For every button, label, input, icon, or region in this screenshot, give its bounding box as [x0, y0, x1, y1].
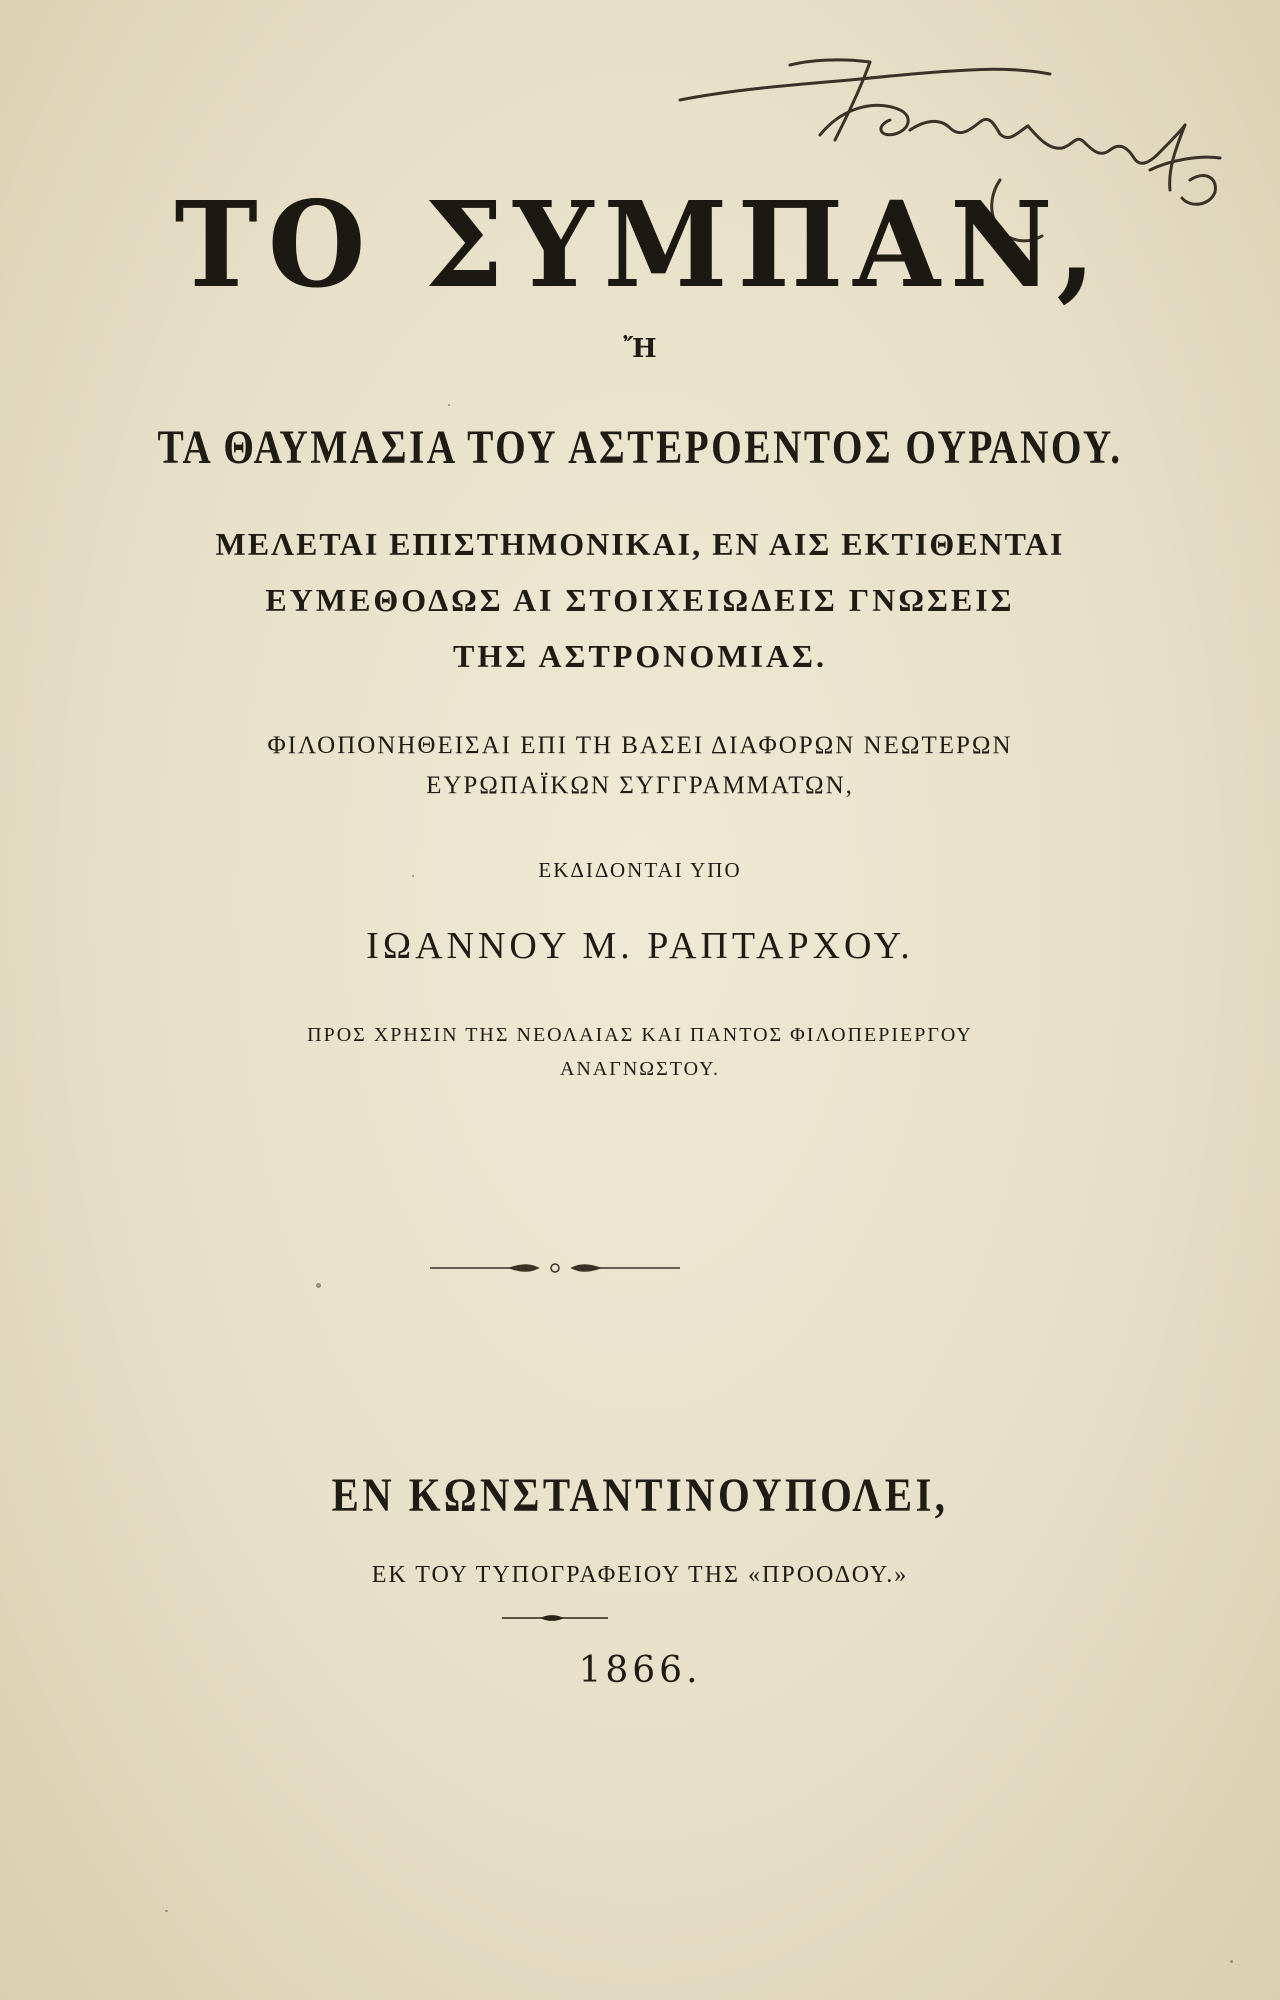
paper-speck: [165, 1910, 168, 1912]
description-line-2: ΕΥΜΕΘΟΔΩΣ ΑΙ ΣΤΟΙΧΕΙΩΔΕΙΣ ΓΝΩΣΕΙΣ: [265, 582, 1015, 618]
book-title-text: ΤΟ ΣΥΜΠΑΝ: [174, 176, 1063, 315]
compilation-line-2: ΕΥΡΩΠΑΪΚΩΝ ΣΥΓΓΡΑΜΜΑΤΩΝ,: [426, 772, 854, 799]
paper-speck: [448, 404, 450, 406]
compilation-line-1: ΦΙΛΟΠΟΝΗΘΕΙΣΑΙ ΕΠΙ ΤΗ ΒΑΣΕΙ ΔΙΑΦΟΡΩΝ ΝΕΩΤΕΡΩΝ: [267, 732, 1013, 759]
author-name: ΙΩΑΝΝΟΥ Μ. ΡΑΠΤΑΡΧΟΥ.: [366, 925, 914, 967]
book-title-comma: ,: [1056, 176, 1106, 315]
imprint-printer: ΕΚ ΤΟΥ ΤΥΠΟΓΡΑΦΕΙΟΥ ΤΗΣ «ΠΡΟΟΔΟΥ.»: [371, 1562, 909, 1588]
paper-speck: [1230, 1960, 1233, 1963]
ornament-divider: [430, 1256, 680, 1280]
publication-year: 1866.: [578, 1650, 702, 1691]
paper-speck: [412, 875, 414, 877]
subtitle: ΤΑ ΘΑΥΜΑΣΙΑ ΤΟΥ ΑΣΤΕΡΟΕΝΤΟΣ ΟΥΡΑΝΟΥ.: [157, 421, 1123, 474]
description-line-3: ΤΗΣ ΑΣΤΡΟΝΟΜΙΑΣ.: [453, 638, 827, 674]
purpose-line-2: ΑΝΑΓΝΩΣΤΟΥ.: [559, 1058, 721, 1080]
purpose-line-1: ΠΡΟΣ ΧΡΗΣΙΝ ΤΗΣ ΝΕΟΛΑΙΑΣ ΚΑΙ ΠΑΝΤΟΣ ΦΙΛΟΠΕΡΙΕΡΓΟΥ: [307, 1024, 973, 1046]
small-divider: [502, 1612, 608, 1624]
book-title: [0, 177, 1280, 315]
conjunction: Ἤ: [623, 334, 657, 364]
description-line-1: ΜΕΛΕΤΑΙ ΕΠΙΣΤΗΜΟΝΙΚΑΙ, ΕΝ ΑΙΣ ΕΚΤΙΘΕΝΤΑΙ: [215, 526, 1065, 562]
imprint-place: ΕΝ ΚΩΝΣΤΑΝΤΙΝΟΥΠΟΛΕΙ,: [331, 1469, 949, 1522]
published-by: ΕΚΔΙΔΟΝΤΑΙ ΥΠΟ: [538, 858, 742, 882]
paper-speck: [316, 1283, 321, 1288]
